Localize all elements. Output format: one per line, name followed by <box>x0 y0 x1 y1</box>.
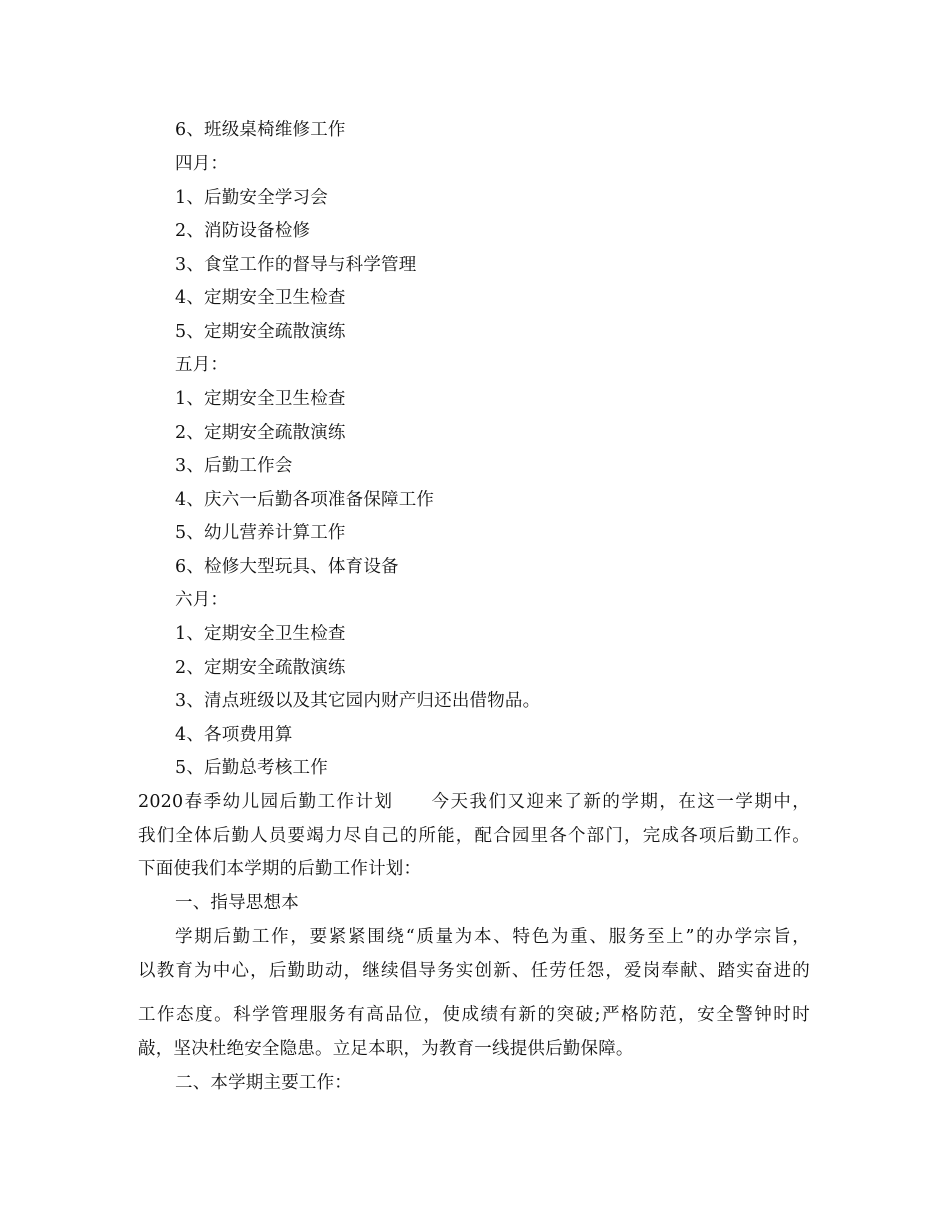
intro-line-1: 2020春季幼儿园后勤工作计划 今天我们又迎来了新的学期，在这一学期中， <box>138 792 810 812</box>
list-item: 5、后勤总考核工作 <box>175 758 328 778</box>
list-item: 4、各项费用算 <box>175 725 293 745</box>
list-item: 3、食堂工作的督导与科学管理 <box>175 255 417 275</box>
list-item: 2、定期安全疏散演练 <box>175 658 346 678</box>
list-item: 3、清点班级以及其它园内财产归还出借物品。 <box>175 691 541 711</box>
list-item: 6、班级桌椅维修工作 <box>175 120 346 140</box>
list-item: 5、定期安全疏散演练 <box>175 322 346 342</box>
body-line-3: 工作态度。科学管理服务有高品位，使成绩有新的突破;严格防范，安全警钟时时 <box>138 1005 810 1025</box>
month-heading: 五月： <box>175 355 229 375</box>
section-heading-guiding-thought: 一、指导思想本 <box>175 893 299 913</box>
list-item: 4、庆六一后勤各项准备保障工作 <box>175 490 435 510</box>
list-item: 3、后勤工作会 <box>175 456 293 476</box>
list-item: 6、检修大型玩具、体育设备 <box>175 557 399 577</box>
list-item: 5、幼儿营养计算工作 <box>175 523 346 543</box>
month-heading: 六月： <box>175 590 229 610</box>
section-heading-main-work: 二、本学期主要工作： <box>175 1073 352 1093</box>
body-line-4: 敲，坚决杜绝安全隐患。立足本职，为教育一线提供后勤保障。 <box>138 1039 634 1059</box>
list-item: 2、定期安全疏散演练 <box>175 423 346 443</box>
intro-line-2: 我们全体后勤人员要竭力尽自己的所能，配合园里各个部门，完成各项后勤工作。 <box>138 826 810 846</box>
list-item: 4、定期安全卫生检查 <box>175 288 346 308</box>
month-heading: 四月： <box>175 154 229 174</box>
body-line-2: 以教育为中心，后勤助动，继续倡导务实创新、任劳任怨，爱岗奉献、踏实奋进的 <box>138 961 810 981</box>
intro-line-3: 下面使我们本学期的后勤工作计划： <box>138 859 422 879</box>
list-item: 1、定期安全卫生检查 <box>175 624 346 644</box>
body-line-1: 学期后勤工作，要紧紧围绕“质量为本、特色为重、服务至上”的办学宗旨， <box>175 927 810 947</box>
list-item: 1、定期安全卫生检查 <box>175 389 346 409</box>
list-item: 1、后勤安全学习会 <box>175 188 328 208</box>
list-item: 2、消防设备检修 <box>175 221 311 241</box>
